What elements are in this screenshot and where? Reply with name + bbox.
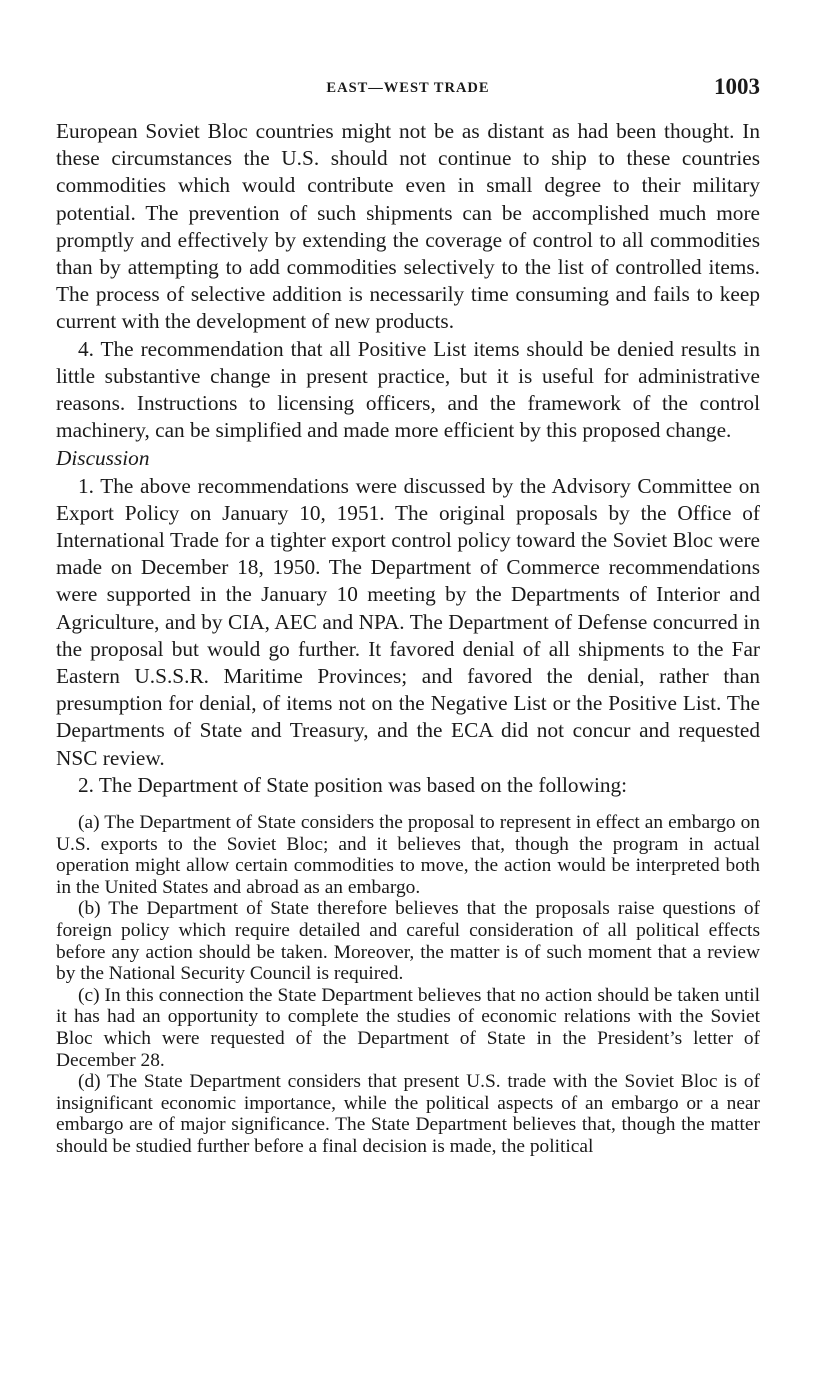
paragraph-item-4: 4. The recommendation that all Positive List items should be denied results in little substantive change in present practice, but it is useful for administrative reasons. Instructions to licensing officers, and the framework of the control machinery, can be simplified and made more efficient by this proposed change.: [56, 336, 760, 443]
running-title: EAST—WEST TRADE: [326, 80, 490, 96]
section-heading-discussion: Discussion: [56, 446, 150, 471]
page-number: 1003: [714, 74, 760, 99]
subparagraph-a: (a) The Department of State considers the proposal to represent in effect an embargo on U.S. exports to the Soviet Bloc; and it believes that, though the program in actual operation might allow certain commodities to move, the action would be interpreted both in the United States and abroad as an embargo.: [56, 812, 760, 898]
subparagraph-c: (c) In this connection the State Department believes that no action should be taken until it has had an opportunity to complete the studies of economic relations with the Soviet Bloc which were requested of the Department of State in the President’s letter of December 28.: [56, 984, 760, 1071]
paragraph-discussion-2: 2. The Department of State position was based on the following:: [78, 772, 628, 797]
running-head: [56, 74, 760, 104]
subparagraph-b: (b) The Department of State therefore believes that the proposals raise questions of foreign policy which require detailed and careful consideration of all political effects before any action should be taken. Moreover, the matter is of such moment that a review by the National Security Council is required.: [56, 898, 760, 985]
spacer: [56, 799, 760, 812]
subparagraph-d: (d) The State Department considers that present U.S. trade with the Soviet Bloc is of insignificant economic importance, while the political aspects of an embargo or a near embargo are of major significance. The State Department believes that, though the matter should be studied further before a final decision is made, the political: [56, 1071, 760, 1157]
paragraph-continuation: European Soviet Bloc countries might not be as distant as had been thought. In these circumstances the U.S. should not continue to ship to these countries commodities which would contribute even in small degree to their military potential. The prevention of such shipments can be accomplished much more promptly and effectively by extending the coverage of control to all commodities than by attempting to add commodities selectively to the list of controlled items. The process of selective addition is necessarily time consuming and fails to keep current with the development of new products.: [56, 119, 760, 334]
document-body: [56, 118, 760, 1158]
paragraph-discussion-1: 1. The above recommendations were discussed by the Advisory Committee on Export Policy on January 10, 1951. The original proposals by the Office of International Trade for a tighter export control policy toward the Soviet Bloc were made on December 18, 1950. The Department of Commerce recommendations were supported in the January 10 meeting by the Departments of Interior and Agriculture, and by CIA, AEC and NPA. The Department of Defense concurred in the proposal but would go further. It favored denial of all shipments to the Far Eastern U.S.S.R. Maritime Provinces; and favored the denial, rather than presumption for denial, of items not on the Negative List or the Positive List. The Departments of State and Treasury, and the ECA did not concur and requested NSC review.: [56, 473, 760, 770]
